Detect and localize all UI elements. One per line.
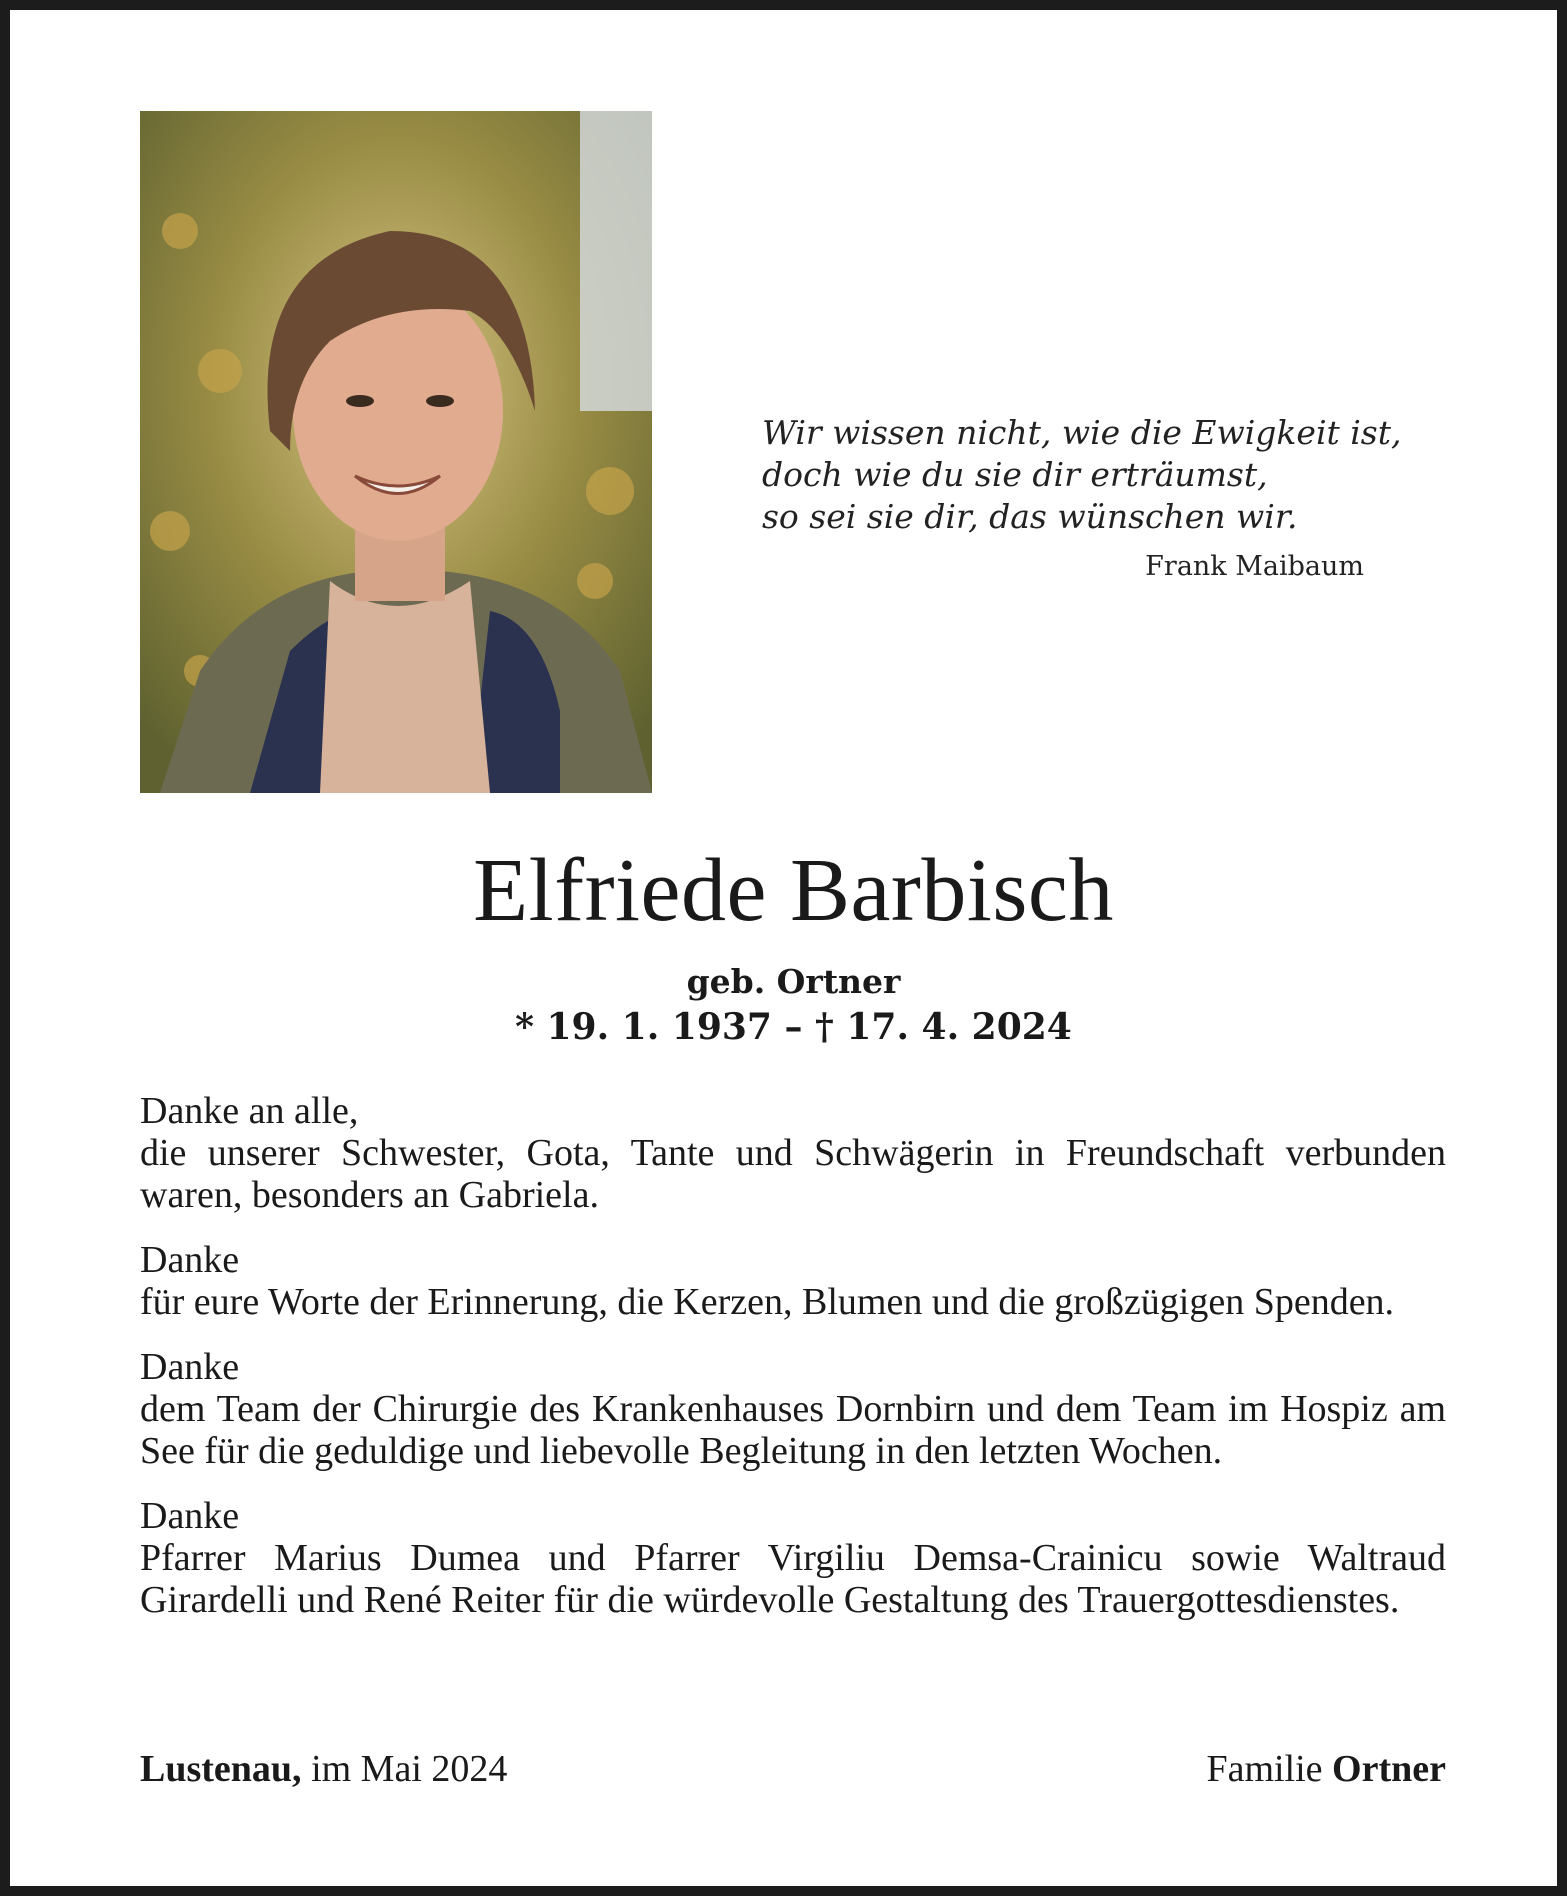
memorial-quote (762, 412, 1402, 538)
portrait-photo (140, 111, 652, 793)
thanks-text: dem Team der Chirurgie des Krankenhauses Dornbirn und dem Team im Hospiz am See für die geduldige und liebevolle Begleitung in den letzten Wochen. (140, 1388, 1446, 1472)
quote-line: doch wie du sie dir erträumst, (762, 455, 1268, 494)
quote-line: so sei sie dir, das wünschen wir. (762, 497, 1298, 536)
thanks-text: für eure Worte der Erinnerung, die Kerzen, Blumen und die großzügigen Spenden. (140, 1281, 1395, 1323)
thank-you-text (140, 1090, 1446, 1644)
place: Lustenau, (140, 1748, 302, 1790)
life-dates: * 19. 1. 1937 – † 17. 4. 2024 (515, 1006, 1072, 1048)
family-signature (1206, 1746, 1446, 1792)
quote-author: Frank Maibaum (1145, 551, 1364, 582)
thanks-heading: Danke (140, 1495, 240, 1537)
thanks-paragraph (140, 1495, 1446, 1621)
thanks-text: Pfarrer Marius Dumea und Pfarrer Virgiliu Demsa-Crainicu sowie Waltraud Girardelli und René Reiter für die würdevolle Gestaltung des Trauergottesdienstes. (140, 1537, 1446, 1621)
thanks-heading: Danke (140, 1239, 240, 1281)
place-and-date (140, 1746, 507, 1792)
birth-name: geb. Ortner (686, 962, 901, 1001)
thanks-paragraph (140, 1239, 1446, 1323)
deceased-name: Elfriede Barbisch (473, 841, 1114, 940)
thanks-text: die unserer Schwester, Gota, Tante und Schwägerin in Freundschaft verbunden waren, besonders an Gabriela. (140, 1132, 1446, 1216)
family-prefix: Familie (1206, 1748, 1323, 1790)
thanks-paragraph (140, 1346, 1446, 1472)
date: im Mai 2024 (311, 1748, 508, 1790)
thanks-paragraph (140, 1090, 1446, 1216)
thanks-heading: Danke an alle, (140, 1090, 359, 1132)
quote-line: Wir wissen nicht, wie die Ewigkeit ist, (762, 413, 1402, 452)
thanks-heading: Danke (140, 1346, 240, 1388)
family-name: Ortner (1332, 1748, 1446, 1790)
